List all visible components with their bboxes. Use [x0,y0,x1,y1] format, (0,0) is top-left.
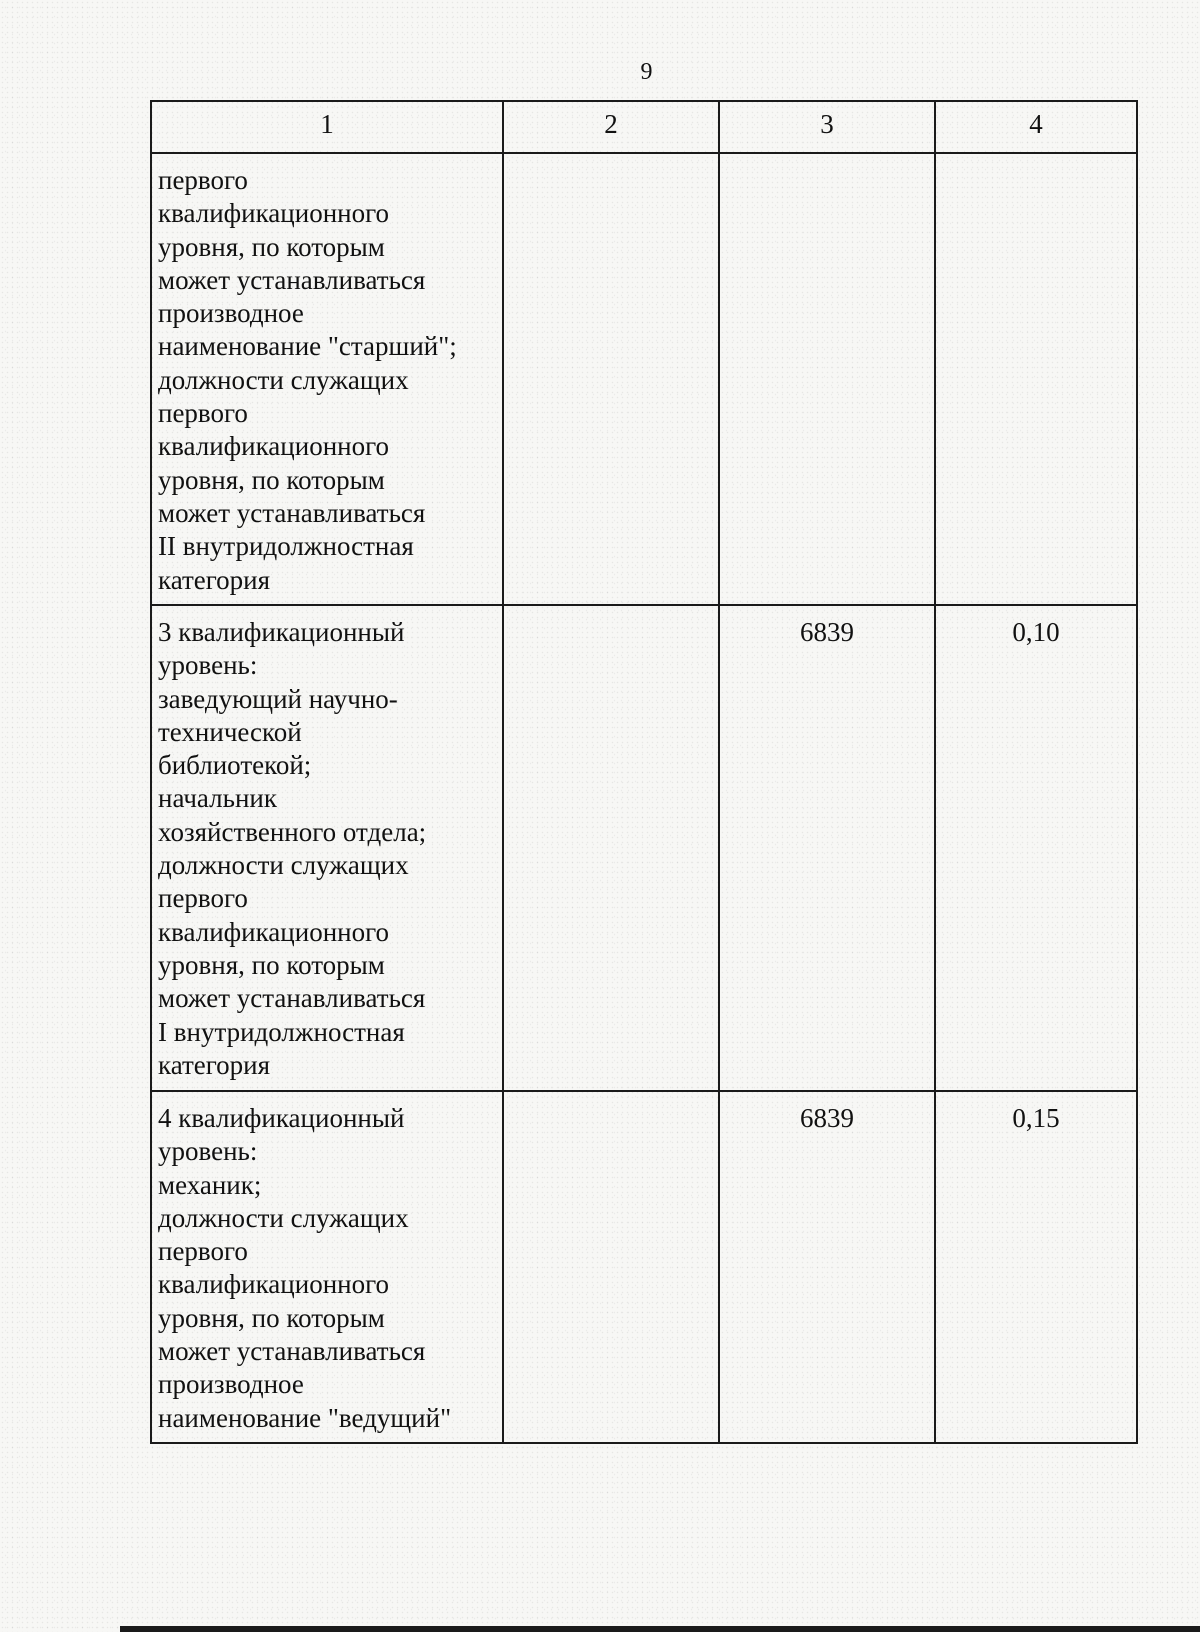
column-header-3: 3 [719,101,935,153]
table-header-row [151,101,1137,153]
column-3-cell [719,153,935,605]
column-header-4: 4 [935,101,1137,153]
column-4-cell [935,153,1137,605]
position-description-cell: 4 квалификационный уровень: механик; должности служащих первого квалификационного уровня, по которым может устанавливаться производное наименование "ведущий" [151,1091,503,1443]
table-row [151,153,1137,605]
coefficient-cell: 0,15 [935,1091,1137,1443]
position-description-cell: первого квалификационного уровня, по которым может устанавливаться производное наименование "старший"; должности служащих первого квалификационного уровня, по которым может устанавливаться II внутридолжностная категория [151,153,503,605]
column-header-1: 1 [151,101,503,153]
position-description-cell: 3 квалификационный уровень: заведующий научно- технической библиотекой; начальник хозяйственного отдела; должности служащих первого квалификационного уровня, по которым может устанавливаться I внутридолжностная категория [151,605,503,1091]
column-2-cell [503,153,719,605]
table-row [151,605,1137,1091]
column-header-2: 2 [503,101,719,153]
column-2-cell [503,1091,719,1443]
scan-bottom-edge [120,1626,1200,1632]
base-salary-cell: 6839 [719,1091,935,1443]
base-salary-cell: 6839 [719,605,935,1091]
salary-table [150,100,1138,1444]
table-row [151,1091,1137,1443]
coefficient-cell: 0,10 [935,605,1137,1091]
column-2-cell [503,605,719,1091]
page-number: 9 [640,59,653,85]
